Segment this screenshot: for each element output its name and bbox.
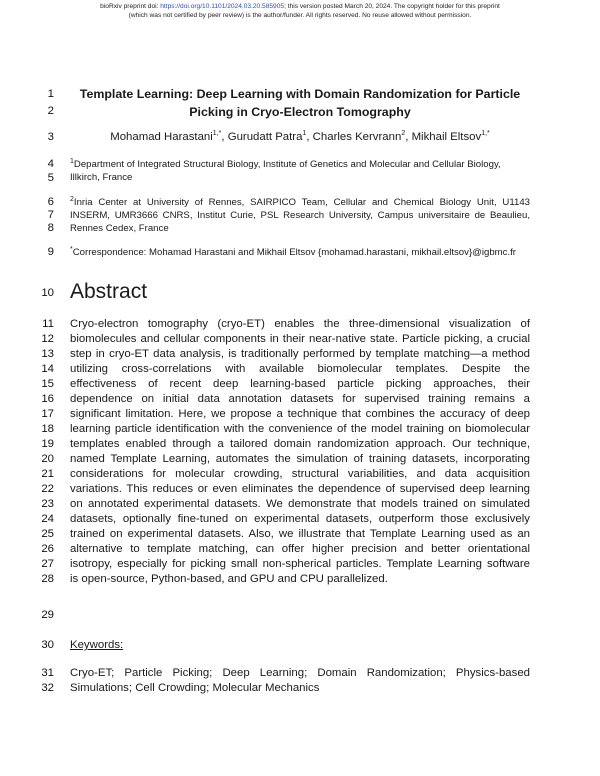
line-number: 1 bbox=[47, 88, 54, 100]
line-number: 7 bbox=[47, 209, 54, 221]
affiliation-mark: 1 bbox=[70, 157, 74, 165]
line-number: 13 bbox=[41, 348, 54, 360]
author-list: Mohamad Harastani$^{1,*}$, Gurudatt Patra$^1$, Charles Kervrann$^2$, Mikhail Eltsov$^{1,*}$ bbox=[110, 130, 490, 143]
line-number: 30 bbox=[41, 639, 54, 651]
abstract-line: templates enabled through a tailored domain randomization approach. Our technique, bbox=[70, 438, 530, 450]
line-number: 2 bbox=[47, 105, 54, 117]
line-number: 12 bbox=[41, 333, 54, 345]
line-number: 28 bbox=[41, 573, 54, 585]
line-number: 5 bbox=[47, 172, 54, 184]
author-name: Charles Kervrann bbox=[312, 131, 402, 143]
title-line-2: Picking in Cryo-Electron Tomography bbox=[189, 105, 411, 119]
keywords-list bbox=[70, 666, 530, 696]
affiliation-2: $^2$Inria Center at University of Rennes, SAIRPICO Team, Cellular and Chemical Biology Unit, U1143 INSERM, UMR3666 CNRS, Institut Curie, PSL Research University, Campus universitaire de Beaulieu, Rennes Cedex, France bbox=[70, 195, 530, 234]
line-number: 6 bbox=[47, 196, 54, 208]
abstract-line: trained on experimental datasets. Also, we illustrate that Template Learning used as an bbox=[70, 528, 530, 540]
line-number: 20 bbox=[41, 453, 54, 465]
banner-suffix: ; this version posted March 20, 2024. The copyright holder for this preprint bbox=[284, 3, 500, 10]
line-number: 8 bbox=[47, 222, 54, 234]
affiliation-mark: 2 bbox=[70, 195, 74, 203]
line-number: 21 bbox=[41, 468, 54, 480]
line-number: 4 bbox=[47, 158, 54, 170]
abstract-heading: Abstract bbox=[70, 280, 148, 303]
line-number: 10 bbox=[41, 287, 54, 299]
line-number: 16 bbox=[41, 393, 54, 405]
correspondence: *Correspondence: Mohamad Harastani and Mikhail Eltsov {mohamad.harastani, mikhail.eltsov}@igbmc.fr bbox=[70, 245, 517, 258]
line-number: 26 bbox=[41, 543, 54, 555]
keywords-line: Cryo-ET; Particle Picking; Deep Learning; Domain Randomization; Physics-based bbox=[70, 667, 530, 679]
abstract-line: step in cryo-ET data analysis, is traditionally performed by template matching—a method bbox=[70, 348, 530, 360]
line-number: 11 bbox=[42, 318, 54, 330]
author-name: Mohamad Harastani bbox=[110, 131, 213, 143]
line-number: 3 bbox=[47, 131, 54, 143]
abstract-line: datasets, optionally fine-tuned on experimental datasets, outperform those exclusively bbox=[70, 513, 530, 525]
abstract-line: alternative to template matching, can offer higher precision and better orientational bbox=[70, 543, 530, 555]
banner-line-2: (which was not certified by peer review) is the author/funder. All rights reserved. No reuse allowed without permission. bbox=[128, 11, 472, 19]
line-number: 29 bbox=[41, 609, 54, 621]
abstract-line: learning particle identification with the convenience of the model training on biomolecular bbox=[70, 423, 530, 435]
author-affiliation-mark: 1,* bbox=[481, 130, 490, 138]
author-name: Gurudatt Patra bbox=[227, 131, 303, 143]
author-affiliation-mark: 1,* bbox=[212, 130, 222, 138]
abstract-line: considerations for molecular crowding, structural variabilities, and data acquisition bbox=[70, 468, 530, 480]
abstract-line: utilizing cross-correlations with available biomolecular templates. Despite the bbox=[70, 363, 530, 375]
line-number: 15 bbox=[41, 378, 54, 390]
correspondence-mark: * bbox=[70, 245, 73, 253]
keywords-heading: Keywords: bbox=[70, 639, 124, 651]
line-number: 32 bbox=[41, 682, 54, 694]
abstract-line: isotropy, especially for picking small non-spherical particles. Template Learning software bbox=[70, 558, 530, 570]
doi-link[interactable]: https://doi.org/10.1101/2024.03.20.585905 bbox=[160, 3, 285, 10]
abstract-line: effectiveness of recent deep learning-based particle picking approaches, their bbox=[70, 378, 530, 390]
title-line-1: Template Learning: Deep Learning with Domain Randomization for Particle bbox=[79, 87, 521, 101]
abstract-line: variations. This reduces or even eliminates the dependence of supervised deep learning bbox=[70, 483, 530, 495]
abstract-line: Cryo-electron tomography (cryo-ET) enables the three-dimensional visualization of bbox=[70, 318, 530, 330]
line-number: 18 bbox=[41, 423, 54, 435]
keywords-line: Simulations; Cell Crowding; Molecular Mechanics bbox=[70, 682, 320, 694]
abstract-line: on annotated experimental datasets. We demonstrate that models trained on simulated bbox=[70, 498, 530, 510]
line-number: 31 bbox=[41, 667, 54, 679]
abstract-line: significant limitation. Here, we propose a technique that combines the accuracy of deep bbox=[70, 408, 530, 420]
line-number: 25 bbox=[41, 528, 54, 540]
line-number: 19 bbox=[41, 438, 54, 450]
line-number: 17 bbox=[41, 408, 54, 420]
preprint-banner bbox=[0, 3, 600, 20]
affiliation-1: $^1$Department of Integrated Structural Biology, Institute of Genetics and Molecular and Cellular Biology, Illkirch, France bbox=[70, 157, 501, 183]
paper-title bbox=[70, 85, 530, 121]
author-name: Mikhail Eltsov bbox=[411, 131, 482, 143]
abstract-body bbox=[70, 317, 530, 587]
line-number: 24 bbox=[41, 513, 54, 525]
author-affiliation-mark: 2 bbox=[401, 130, 406, 138]
banner-line-1 bbox=[0, 3, 600, 12]
line-number: 14 bbox=[41, 363, 54, 375]
abstract-line: is open-source, Python-based, and GPU and CPU parallelized. bbox=[70, 573, 388, 585]
banner-prefix: bioRxiv preprint doi: bbox=[100, 3, 161, 10]
abstract-line: dependence on initial data annotation datasets for supervised training remains a bbox=[70, 393, 530, 405]
line-number: 27 bbox=[41, 558, 54, 570]
abstract-line: biomolecules and cellular components in their near-native state. Particle picking, a crucial bbox=[70, 333, 530, 345]
abstract-line: named Template Learning, automates the simulation of training datasets, incorporating bbox=[70, 453, 530, 465]
line-number: 9 bbox=[47, 246, 54, 258]
line-number: 23 bbox=[41, 498, 54, 510]
line-number: 22 bbox=[41, 483, 54, 495]
author-affiliation-mark: 1 bbox=[302, 130, 307, 138]
